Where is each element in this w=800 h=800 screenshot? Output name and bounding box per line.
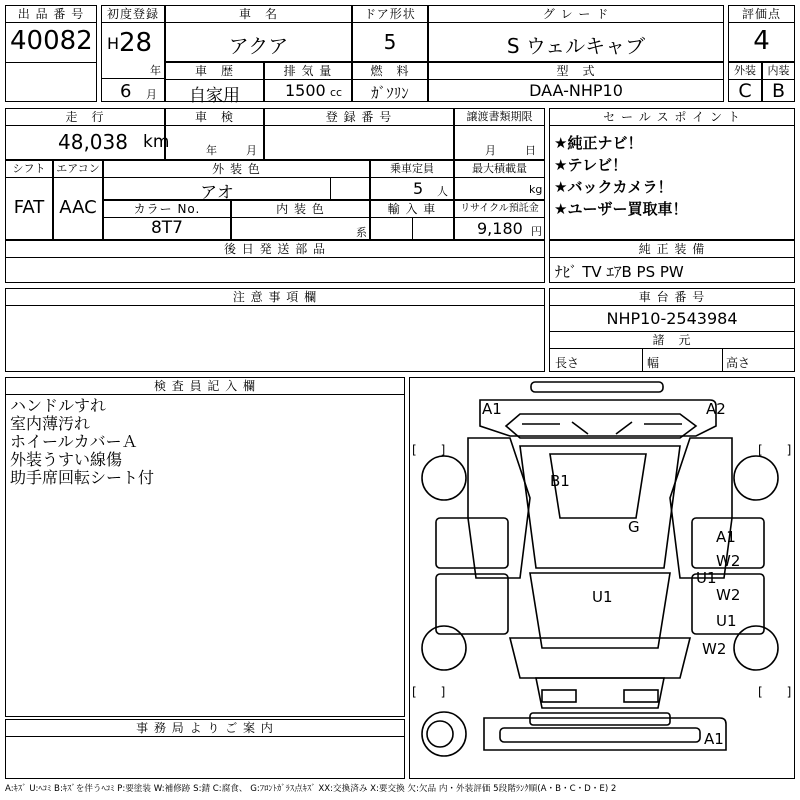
color-number-value: 8T7 bbox=[150, 218, 184, 238]
bracket-mark: [ ] bbox=[412, 685, 446, 699]
damage-mark: G bbox=[628, 518, 640, 536]
inspector-note: ホイールカバーＡ bbox=[10, 433, 138, 451]
fuel-box bbox=[352, 62, 428, 102]
sales-point-item: ★純正ナビ！ bbox=[554, 134, 643, 152]
bracket-mark: [ ] bbox=[758, 685, 792, 699]
inspector-notes-box bbox=[5, 377, 405, 717]
inspector-note: 外装うすい線傷 bbox=[10, 451, 123, 469]
sales-point-item: ★バックカメラ！ bbox=[554, 178, 673, 196]
color-number-label: カラー No. bbox=[104, 201, 230, 218]
era-value: H bbox=[107, 34, 120, 53]
capacity-box bbox=[370, 160, 454, 200]
inspector-note: ハンドルすれ bbox=[10, 397, 107, 415]
exterior-grade-label: 外装 bbox=[729, 63, 761, 80]
displacement-box bbox=[264, 62, 352, 102]
door-type-label: ドア形状 bbox=[353, 6, 427, 23]
sales-points-label: セ ー ル ス ポ イ ン ト bbox=[550, 109, 794, 126]
inspection-month-unit: 月 bbox=[246, 144, 257, 157]
displacement-label: 排 気 量 bbox=[265, 63, 351, 80]
damage-mark: B1 bbox=[550, 472, 570, 490]
model-value: DAA-NHP10 bbox=[529, 81, 623, 100]
interior-color-label: 内 装 色 bbox=[232, 201, 369, 218]
height-label: 高さ bbox=[726, 356, 751, 370]
registration-number-box bbox=[264, 108, 454, 160]
lot-number-box bbox=[5, 5, 97, 102]
interior-grade-box bbox=[762, 62, 795, 102]
month-unit: 月 bbox=[146, 88, 157, 101]
door-type-value: 5 bbox=[383, 30, 397, 54]
interior-color-unit: 系 bbox=[356, 226, 367, 239]
sales-points-box bbox=[549, 108, 795, 240]
mileage-box bbox=[5, 108, 170, 160]
score-label: 評価点 bbox=[729, 6, 794, 23]
score-value: 4 bbox=[753, 26, 770, 56]
later-parts-label: 後 日 発 送 部 品 bbox=[6, 241, 544, 258]
shift-box bbox=[5, 160, 53, 240]
import-box bbox=[370, 200, 454, 240]
exterior-grade-box bbox=[728, 62, 762, 102]
mileage-value: 48,038 bbox=[58, 130, 128, 154]
history-value: 自家用 bbox=[189, 86, 240, 106]
interior-grade-value: B bbox=[771, 80, 786, 102]
legend-text: A:ｷｽﾞ U:ﾍｺﾐ B:ｷｽﾞを伴うﾍｺﾐ P:要塗装 W:補修跡 S:錆 C:腐食、 G:ﾌﾛﾝﾄｶﾞﾗｽ点ｷｽﾞ XX:交換済み X:要交換 欠:欠品 内・外装評価 5段階ﾗﾝｸ順(A・B・C・D・E) 2 bbox=[5, 784, 617, 794]
mileage-unit: km bbox=[143, 132, 170, 152]
chassis-number-label: 車 台 番 号 bbox=[550, 289, 794, 306]
recycle-fee-box bbox=[454, 200, 545, 240]
inspector-note: 室内薄汚れ bbox=[10, 415, 91, 433]
chassis-number-box bbox=[549, 288, 795, 372]
interior-grade-label: 内装 bbox=[763, 63, 794, 80]
damage-mark: A1 bbox=[704, 730, 724, 748]
length-label: 長さ bbox=[555, 356, 580, 370]
dimensions-label: 諸 元 bbox=[550, 332, 794, 349]
equipment-box bbox=[549, 240, 795, 283]
car-diagram bbox=[410, 378, 794, 778]
inspector-note: 助手席回転シート付 bbox=[10, 469, 155, 487]
history-label: 車 歴 bbox=[166, 63, 263, 80]
color-number-box bbox=[103, 200, 231, 240]
office-notice-label: 事 務 局 よ り ご 案 内 bbox=[6, 720, 404, 737]
month-value: 6 bbox=[120, 81, 132, 102]
sales-point-item: ★テレビ！ bbox=[554, 156, 628, 174]
model-label: 型 式 bbox=[429, 63, 723, 80]
equipment-value: ﾅﾋﾞ TV ｴｱB PS PW bbox=[555, 263, 684, 281]
aircon-value: AAC bbox=[59, 197, 97, 218]
exterior-color-value: アオ bbox=[200, 183, 234, 203]
grade-value: S ウェルキャブ bbox=[506, 34, 646, 58]
year-value: 28 bbox=[119, 28, 153, 58]
caution-label: 注 意 事 項 欄 bbox=[6, 289, 544, 306]
transfer-month-unit: 月 bbox=[485, 144, 496, 157]
damage-diagram-box bbox=[409, 377, 795, 779]
car-name-value: アクア bbox=[228, 34, 289, 58]
damage-mark: U1 bbox=[696, 569, 717, 587]
bracket-mark: [ ] bbox=[412, 443, 446, 457]
inspection-year-unit: 年 bbox=[206, 144, 217, 157]
later-parts-box bbox=[5, 240, 545, 283]
registration-number-label: 登 録 番 号 bbox=[265, 109, 453, 126]
import-label: 輸 入 車 bbox=[371, 201, 453, 218]
year-unit: 年 bbox=[150, 64, 161, 77]
damage-mark: W2 bbox=[702, 640, 727, 658]
aircon-box bbox=[53, 160, 103, 240]
max-load-label: 最大積載量 bbox=[455, 161, 544, 178]
mileage-label: 走 行 bbox=[6, 109, 164, 126]
transfer-deadline-label: 譲渡書類期限 bbox=[455, 109, 544, 126]
exterior-grade-value: C bbox=[738, 80, 752, 102]
exterior-color-box bbox=[103, 160, 370, 203]
office-notice-box bbox=[5, 719, 405, 779]
fuel-label: 燃 料 bbox=[353, 63, 427, 80]
capacity-unit: 人 bbox=[437, 185, 448, 198]
first-registration-box bbox=[101, 5, 165, 102]
capacity-value: 5 bbox=[413, 179, 424, 198]
exterior-color-label: 外 装 色 bbox=[104, 161, 369, 178]
damage-mark: W2 bbox=[716, 586, 741, 604]
fuel-value: ｶﾞｿﾘﾝ bbox=[371, 84, 409, 102]
grade-label: グ レ ー ド bbox=[429, 6, 723, 23]
sales-point-item: ★ユーザー買取車！ bbox=[554, 200, 688, 218]
car-name-label: 車 名 bbox=[166, 6, 351, 23]
max-load-unit: kg bbox=[529, 183, 543, 196]
damage-mark: U1 bbox=[592, 588, 613, 606]
shift-label: シフト bbox=[6, 161, 52, 178]
recycle-fee-value: 9,180 bbox=[477, 219, 523, 238]
displacement-unit: cc bbox=[330, 86, 343, 99]
transfer-deadline-box bbox=[454, 108, 545, 160]
door-type-box bbox=[352, 5, 428, 62]
model-box bbox=[428, 62, 724, 102]
equipment-label: 純 正 装 備 bbox=[550, 241, 794, 258]
max-load-box bbox=[454, 160, 545, 200]
inspector-notes-label: 検 査 員 記 入 欄 bbox=[6, 378, 404, 395]
grade-box bbox=[428, 5, 724, 62]
displacement-value: 1500 bbox=[285, 81, 326, 100]
interior-color-box bbox=[231, 200, 370, 240]
width-label: 幅 bbox=[647, 356, 660, 370]
damage-mark: A2 bbox=[706, 400, 726, 418]
chassis-number-value: NHP10-2543984 bbox=[606, 309, 738, 328]
score-box bbox=[728, 5, 795, 62]
bracket-mark: [ ] bbox=[758, 443, 792, 457]
damage-mark: A1 bbox=[716, 528, 736, 546]
inspection-box bbox=[165, 108, 264, 160]
car-name-box bbox=[165, 5, 352, 62]
first-registration-label: 初度登録 bbox=[102, 6, 164, 23]
recycle-fee-unit: 円 bbox=[531, 225, 542, 238]
caution-box bbox=[5, 288, 545, 372]
aircon-label: エアコン bbox=[54, 161, 102, 178]
capacity-label: 乗車定員 bbox=[371, 161, 453, 178]
damage-mark: W2 bbox=[716, 552, 741, 570]
lot-number-label: 出 品 番 号 bbox=[6, 6, 96, 23]
damage-mark: A1 bbox=[482, 400, 502, 418]
lot-number-value: 40082 bbox=[10, 26, 93, 56]
history-box bbox=[165, 62, 264, 106]
shift-value: FAT bbox=[13, 197, 45, 218]
transfer-day-unit: 日 bbox=[525, 144, 536, 157]
damage-mark: U1 bbox=[716, 612, 737, 630]
recycle-fee-label: リサイクル預託金 bbox=[455, 201, 544, 218]
inspection-label: 車 検 bbox=[166, 109, 263, 126]
